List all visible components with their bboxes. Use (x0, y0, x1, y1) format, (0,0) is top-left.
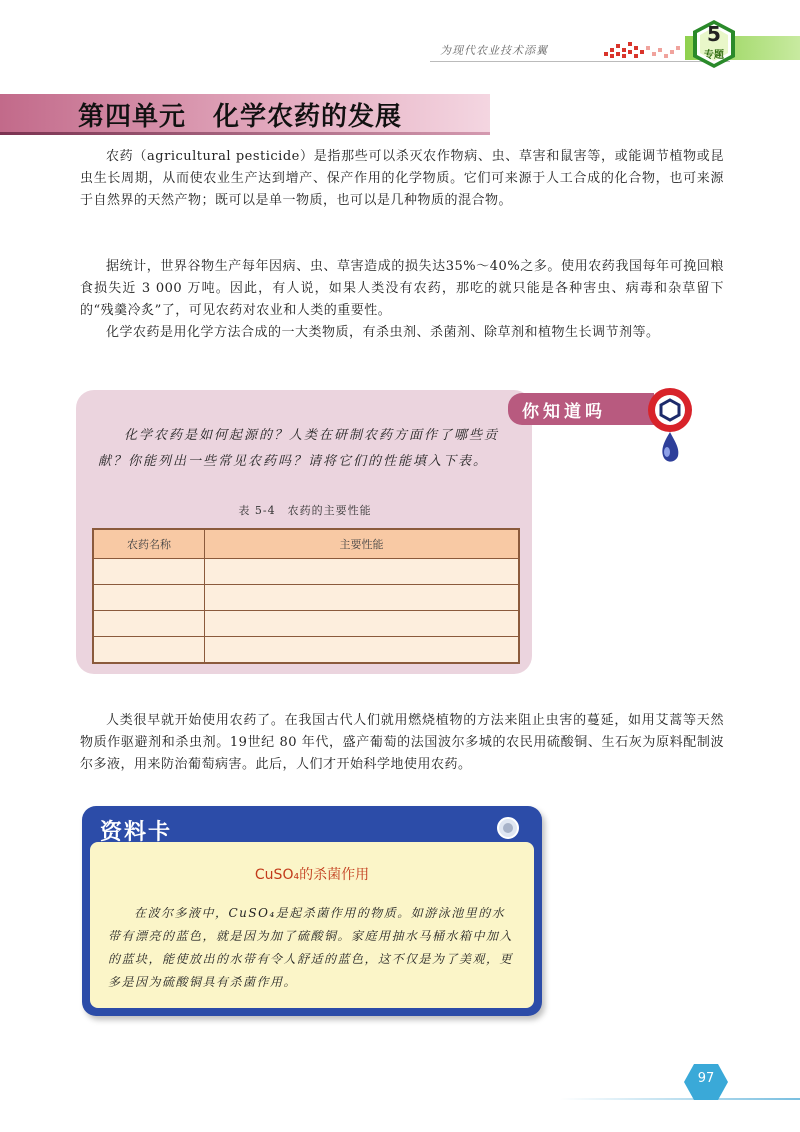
table-cell[interactable] (93, 585, 205, 611)
unit-number: 5 (707, 22, 721, 46)
table-cell[interactable] (93, 611, 205, 637)
decorative-dots (600, 40, 685, 62)
chapter-title: 第四单元 化学农药的发展 (78, 102, 403, 132)
paragraph-statistics: 据统计，世界谷物生产每年因病、虫、草害造成的损失达35%～40%之多。使用农药我国每年可挽回粮食损失近 3 000 万吨。因此，有人说，如果人类没有农药，那吃的就只能是各种害虫、病毒和杂草留下的“残羹冷炙”了，可见农药对农业和人类的重要性。 (80, 259, 724, 318)
paragraph-definition: 农药（agricultural pesticide）是指那些可以杀灭农作物病、虫、草害和鼠害等，或能调节植物或昆虫生长周期，从而使农业生产达到增产、保产作用的化学物质。它们可来源于人工合成的化合物，也可来源于自然界的天然产物；既可以是单一物质，也可以是几种物质的混合物。 (80, 149, 724, 208)
table-cell[interactable] (205, 611, 520, 637)
table-row (93, 559, 519, 585)
info-card-text: 在波尔多液中，CuSO₄是起杀菌作用的物质。如游泳池里的水带有漂亮的蓝色，就是因为加了硫酸铜。家庭用抽水马桶水箱中加入的蓝块，能使放出的水带有令人舒适的蓝色，这不仅是为了美观，更多是因为硫酸铜具有杀菌作用。 (108, 906, 514, 989)
table-row (93, 611, 519, 637)
column-header-name: 农药名称 (93, 529, 205, 559)
question-drop-icon (636, 380, 706, 470)
table-row (93, 637, 519, 664)
did-you-know-question: 化学农药是如何起源的？人类在研制农药方面作了哪些贡献？你能列出一些常见农药吗？请将它们的性能填入下表。 (98, 428, 500, 469)
table-cell[interactable] (93, 637, 205, 664)
info-card-header: 资料卡 (100, 820, 173, 845)
table-cell[interactable] (93, 559, 205, 585)
unit-label: 专题 (704, 50, 724, 61)
did-you-know-label: 你知道吗 (522, 402, 606, 422)
table-header-row (93, 529, 519, 559)
header-rule (430, 61, 730, 62)
column-header-properties: 主要性能 (205, 529, 520, 559)
table-caption: 表 5-4 农药的主要性能 (238, 504, 372, 517)
page-number: 97 (697, 1071, 715, 1086)
info-card-title: CuSO₄的杀菌作用 (254, 867, 370, 883)
chapter-title-underline (0, 132, 490, 135)
running-header-title: 为现代农业技术添翼 (440, 44, 548, 57)
table-cell[interactable] (205, 559, 520, 585)
table-cell[interactable] (205, 585, 520, 611)
page-number-rule (560, 1098, 800, 1100)
paragraph-history: 人类很早就开始使用农药了。在我国古代人们就用燃烧植物的方法来阻止虫害的蔓延，如用艾蒿等天然物质作驱避剂和杀虫剂。19世纪 80 年代，盛产葡萄的法国波尔多城的农民用硫酸铜、生石灰为原料配制波尔多液，用来防治葡萄病害。此后，人们才开始科学地使用农药。 (80, 713, 724, 772)
paragraph-categories: 化学农药是用化学方法合成的一大类物质，有杀虫剂、杀菌剂、除草剂和植物生长调节剂等。 (106, 325, 660, 340)
table-cell[interactable] (205, 637, 520, 664)
pesticide-properties-table (92, 528, 520, 664)
table-row (93, 585, 519, 611)
info-card-knob-icon (496, 816, 520, 840)
